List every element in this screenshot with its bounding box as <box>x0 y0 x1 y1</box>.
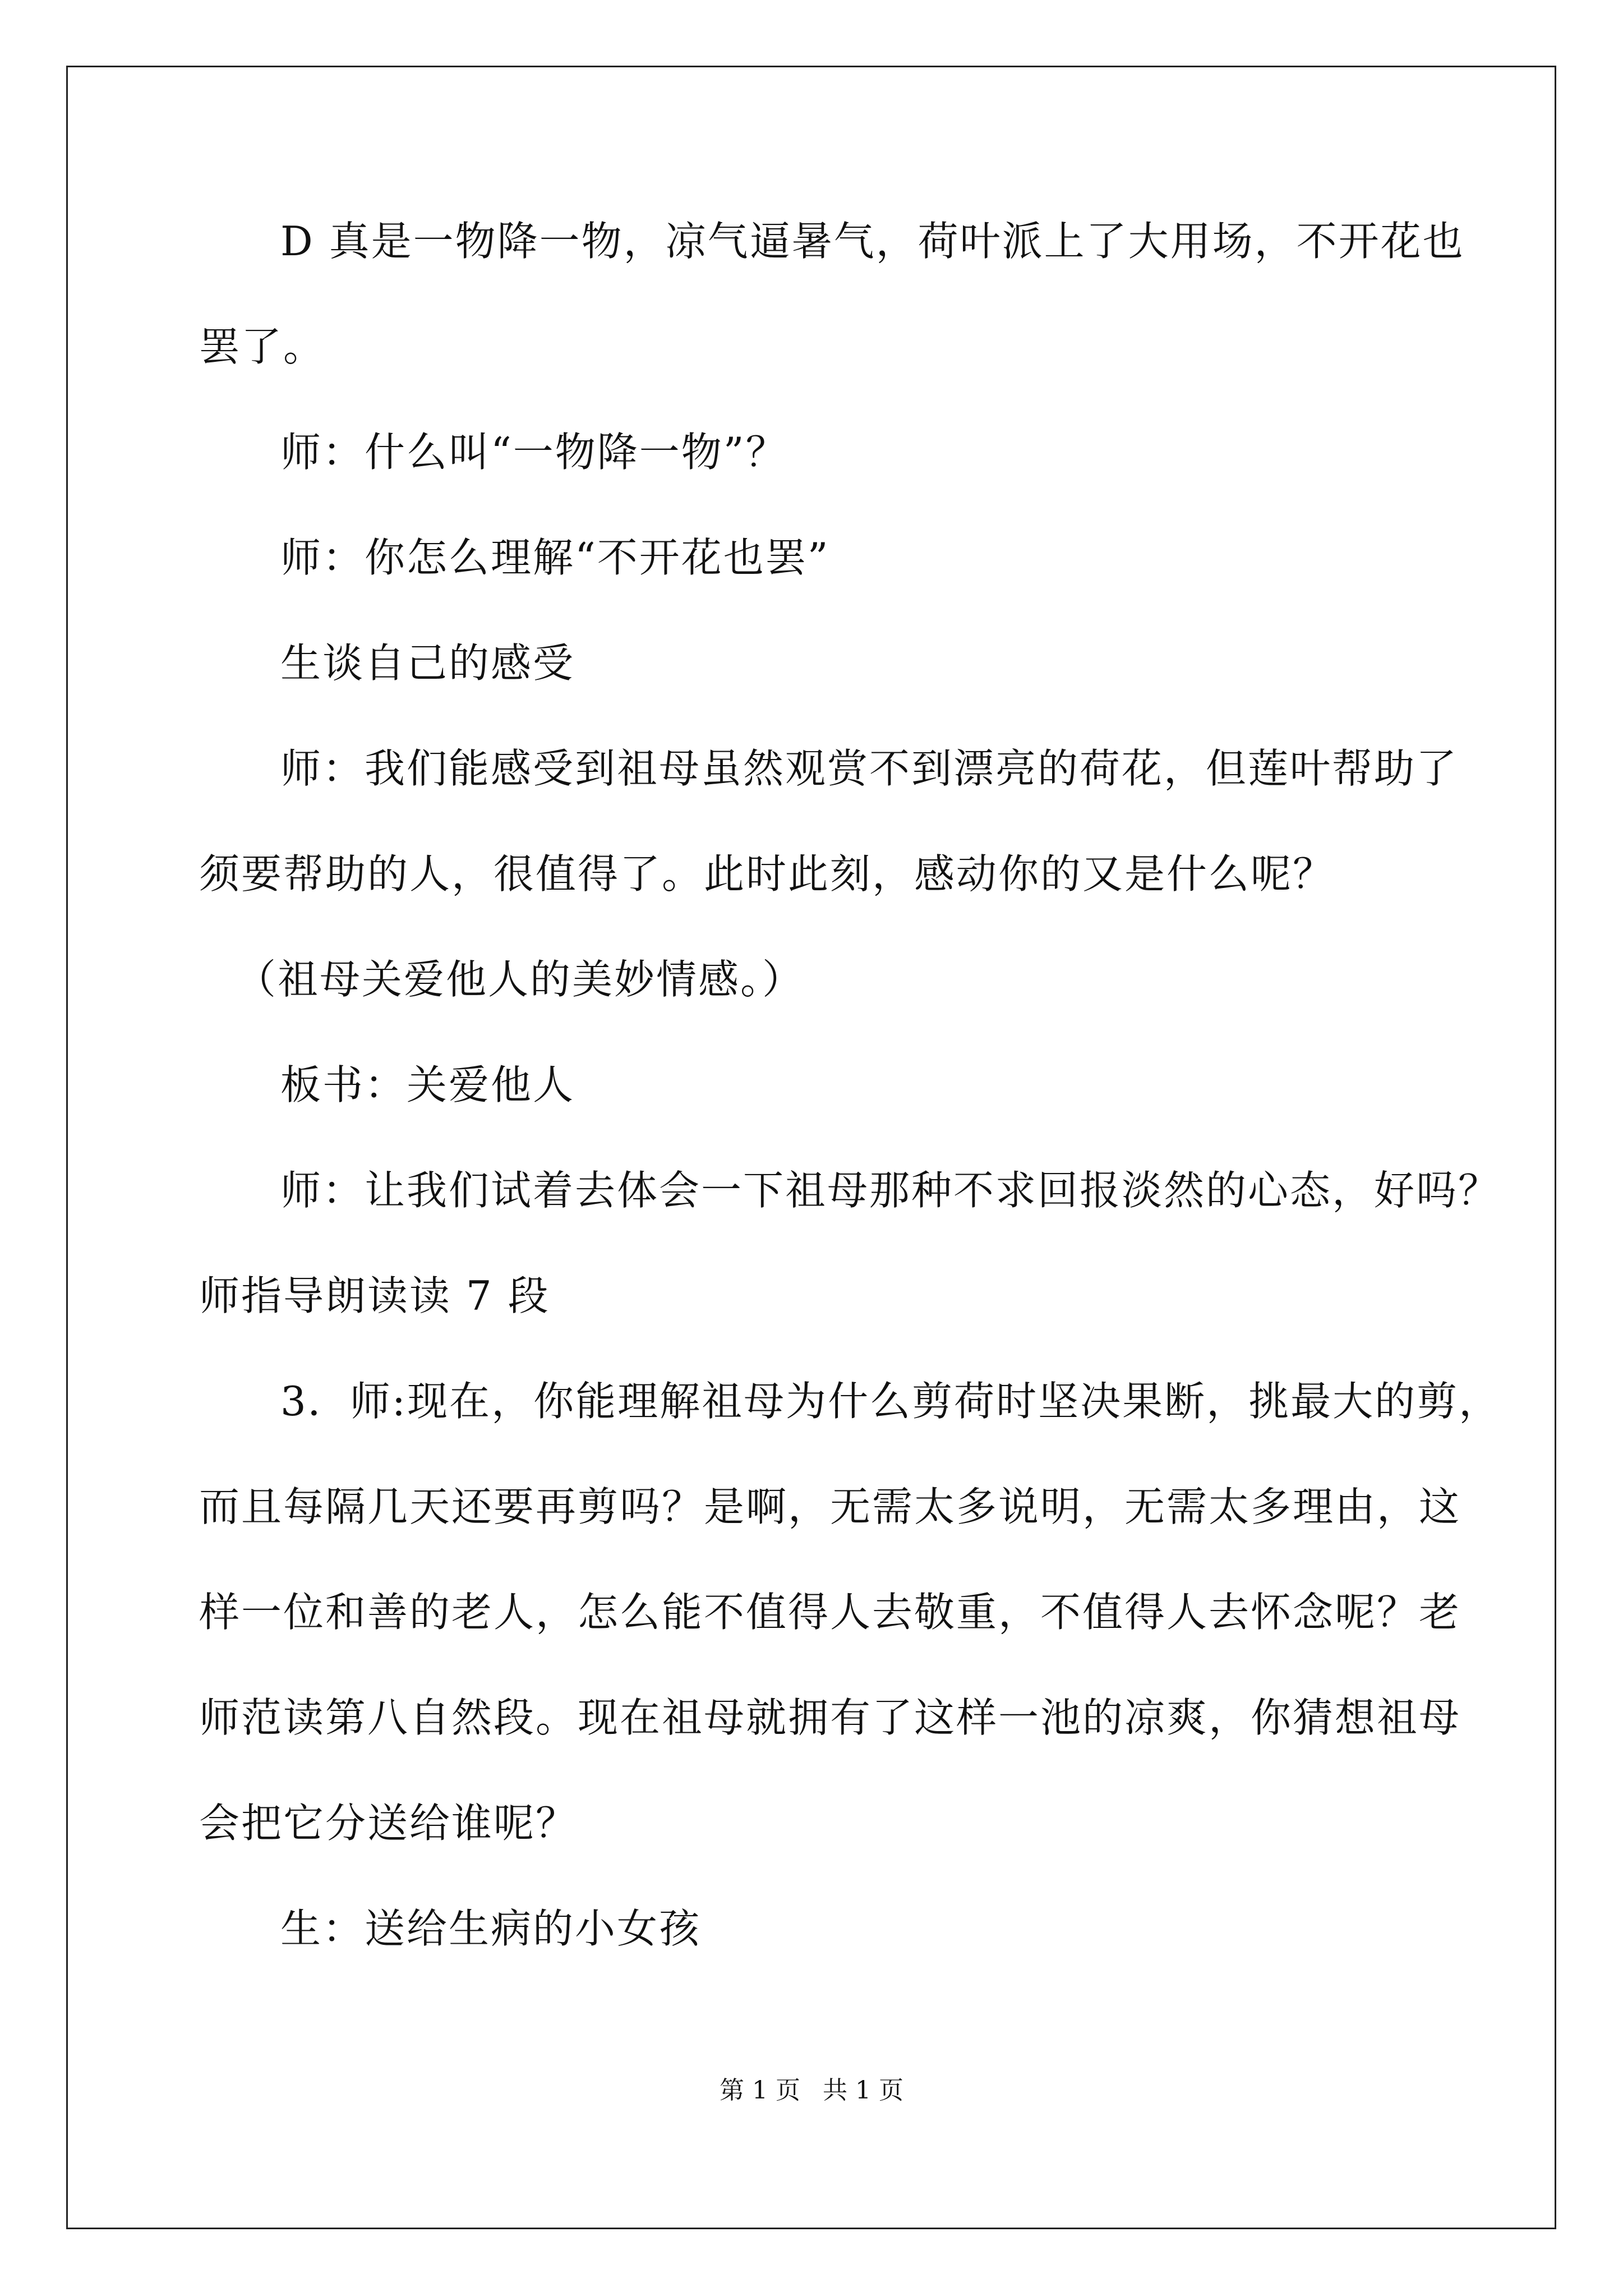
paragraph-line: 师：让我们试着去体会一下祖母那种不求回报淡然的心态，好吗？ <box>280 1167 1501 1214</box>
page-number-current: 第 1 页 <box>720 2076 800 2105</box>
paragraph-line: 生谈自己的感受 <box>280 639 575 687</box>
paragraph-line: 师：什么叫“一物降一物”？ <box>280 429 788 476</box>
paragraph-line: 样一位和善的老人，怎么能不值得人去敬重，不值得人去怀念呢？老 <box>199 1589 1461 1636</box>
paragraph-line: 师：我们能感受到祖母虽然观赏不到漂亮的荷花，但莲叶帮助了 <box>280 745 1459 792</box>
paragraph-line: 罢了。 <box>199 323 326 370</box>
paragraph-line: 师指导朗读读 7 段 <box>199 1272 550 1319</box>
paragraph-line: 会把它分送给谁呢？ <box>199 1800 578 1847</box>
paragraph-line: 3．师:现在，你能理解祖母为什么剪荷时坚决果断，挑最大的剪， <box>280 1378 1501 1425</box>
paragraph-line: 板书：关爱他人 <box>280 1061 575 1108</box>
paragraph-line: （祖母关爱他人的美妙情感。） <box>236 956 805 1003</box>
paragraph-line: 须要帮助的人，很值得了。此时此刻，感动你的又是什么呢？ <box>199 850 1335 898</box>
paragraph-line: 而且每隔几天还要再剪吗？是啊，无需太多说明，无需太多理由，这 <box>199 1483 1461 1530</box>
paragraph-line: 师：你怎么理解“不开花也罢” <box>280 534 830 581</box>
page-number-total: 共 1 页 <box>823 2076 903 2105</box>
page-footer <box>0 2070 1623 2106</box>
paragraph-line: 生：送给生病的小女孩 <box>280 1905 702 1952</box>
paragraph-line: D 真是一物降一物，凉气逼暑气，荷叶派上了大用场，不开花也 <box>280 218 1465 265</box>
paragraph-line: 师范读第八自然段。现在祖母就拥有了这样一池的凉爽，你猜想祖母 <box>199 1694 1461 1741</box>
